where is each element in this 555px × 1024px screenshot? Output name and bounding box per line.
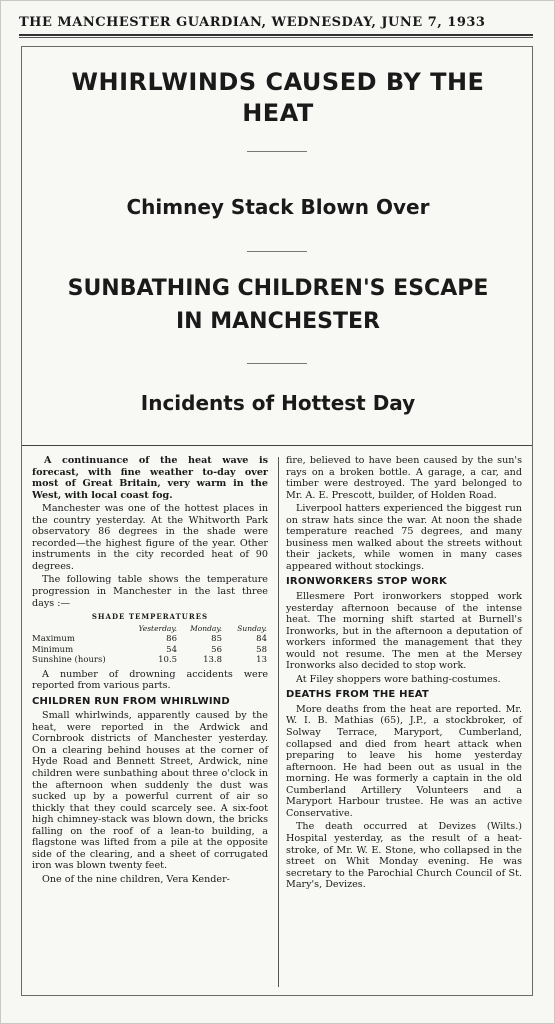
subheadline-chimney: Chimney Stack Blown Over: [126, 195, 430, 219]
table-row-label: Minimum: [32, 644, 74, 655]
paragraph: One of the nine children, Vera Kender-: [42, 873, 230, 885]
table-header: Yesterday.: [138, 623, 177, 633]
table-cell: 54: [166, 644, 177, 655]
subheadline-sunbathing-line2: IN MANCHESTER: [176, 309, 380, 334]
headline-line2: HEAT: [242, 99, 314, 127]
article-frame: [21, 46, 533, 996]
table-header-row: [32, 624, 268, 635]
section-subhead-ironworkers: IRONWORKERS STOP WORK: [286, 576, 448, 588]
paragraph: Liverpool hatters experienced the biggest run on straw hats since the war. At noon the shade temperature reached 75 degrees, and many business men walked about the streets without their jackets, while women in many cases appeared without stockings.: [286, 503, 522, 572]
table-cell: 13: [256, 655, 267, 666]
subheadline-sunbathing: [22, 272, 534, 338]
table-cell: 86: [166, 634, 177, 645]
masthead-rule-thin: [19, 37, 533, 38]
table-header: Sunday.: [237, 623, 267, 633]
table-header: Monday.: [190, 623, 222, 633]
paragraph: More deaths from the heat are reported. Mr. W. I. B. Mathias (65), J.P., a stockbroker, of Solway Terrace, Maryport, Cumberland, collapsed and died from heart attack when preparing to leave his home yesterday afternoon. He had been out as usual in the morning. He was formerly a captain in the old Cumberland Artillery Volunteers and a Maryport Harbour trustee. He was an active Conservative.: [286, 703, 522, 819]
paragraph: At Filey shoppers wore bathing-costumes.: [296, 673, 501, 685]
subheadline-sunbathing-line1: SUNBATHING CHILDREN'S ESCAPE: [67, 276, 489, 301]
divider-rule: [247, 151, 307, 152]
headline: [22, 67, 534, 129]
subheadline-incidents: Incidents of Hottest Day: [140, 391, 416, 415]
table-cell: 58: [256, 644, 267, 655]
temperature-table: [32, 611, 268, 666]
table-cell: 56: [211, 644, 222, 655]
section-subhead-whirlwind: CHILDREN RUN FROM WHIRLWIND: [32, 695, 230, 707]
table-cell: 10.5: [158, 655, 177, 666]
paragraph: Ellesmere Port ironworkers stopped work yesterday afternoon because of the intense heat. The morning shift started at Burnell's Ironworks, but in the afternoon a deputation of workers informed the management that they would not resume. The men at the Mersey Ironworks also decided to stop work.: [286, 591, 522, 672]
divider-rule: [247, 251, 307, 252]
table-title: SHADE TEMPERATURES: [91, 612, 209, 622]
paragraph: A number of drowning accidents were reported from various parts.: [32, 668, 268, 692]
headline-line1: WHIRLWINDS CAUSED BY THE: [71, 68, 485, 96]
lead-paragraph: A continuance of the heat wave is forecast, with fine weather to-day over most of Great Britain, very warm in the West, with local coast fog.: [32, 455, 268, 501]
paragraph: Small whirlwinds, apparently caused by the heat, were reported in the Ardwick and Cornbrook districts of Manchester yesterday. On a clearing behind houses at the corner of Hyde Road and Bennett Street, Ardwick, nine children were sunbathing about three o'clock in the afternoon when suddenly the dust was sucked up by a powerful current of air so thickly that they could scarcely see. A six-foot high chimney-stack was blown down, the bricks falling on the roof of a lean-to building, a flagstone was lifted from a pile at the opposite side of the clearing, and a sheet of corrugated iron was blown twenty feet.: [32, 710, 268, 872]
paragraph: fire, believed to have been caused by the sun's rays on a broken bottle. A garage, a car, and timber were destroyed. The yard belonged to Mr. A. E. Prescott, builder, of Holden Road.: [286, 455, 522, 501]
divider-rule: [247, 363, 307, 364]
table-cell: 85: [211, 634, 222, 645]
table-row: [32, 634, 268, 645]
right-column: [286, 455, 522, 893]
table-cell: 84: [256, 634, 267, 645]
column-divider: [278, 457, 279, 987]
table-row-label: Sunshine (hours): [32, 655, 106, 666]
table-row: [32, 655, 268, 666]
left-column: [32, 455, 268, 888]
section-rule: [22, 445, 532, 446]
masthead: THE MANCHESTER GUARDIAN, WEDNESDAY, JUNE 7, 1933: [19, 15, 486, 30]
table-header-blank: [32, 624, 132, 635]
table-cell: 13.8: [203, 655, 222, 666]
paragraph: Manchester was one of the hottest places in the country yesterday. At the Whitworth Park observatory 86 degrees in the shade were recorded—the highest figure of the year. Other instruments in the city recorded heat of 90 degrees.: [32, 503, 268, 572]
masthead-rule: [19, 34, 533, 36]
table-row-label: Maximum: [32, 634, 75, 645]
paragraph: The death occurred at Devizes (Wilts.) Hospital yesterday, as the result of a heat-stroke, of Mr. W. E. Stone, who collapsed in the street on Whit Monday evening. He was secretary to the Parochial Church Council of St. Mary's, Devizes.: [286, 821, 522, 891]
table-row: [32, 645, 268, 656]
paragraph: The following table shows the temperature progression in Manchester in the last three days :—: [32, 574, 268, 609]
section-subhead-deaths: DEATHS FROM THE HEAT: [286, 689, 429, 701]
